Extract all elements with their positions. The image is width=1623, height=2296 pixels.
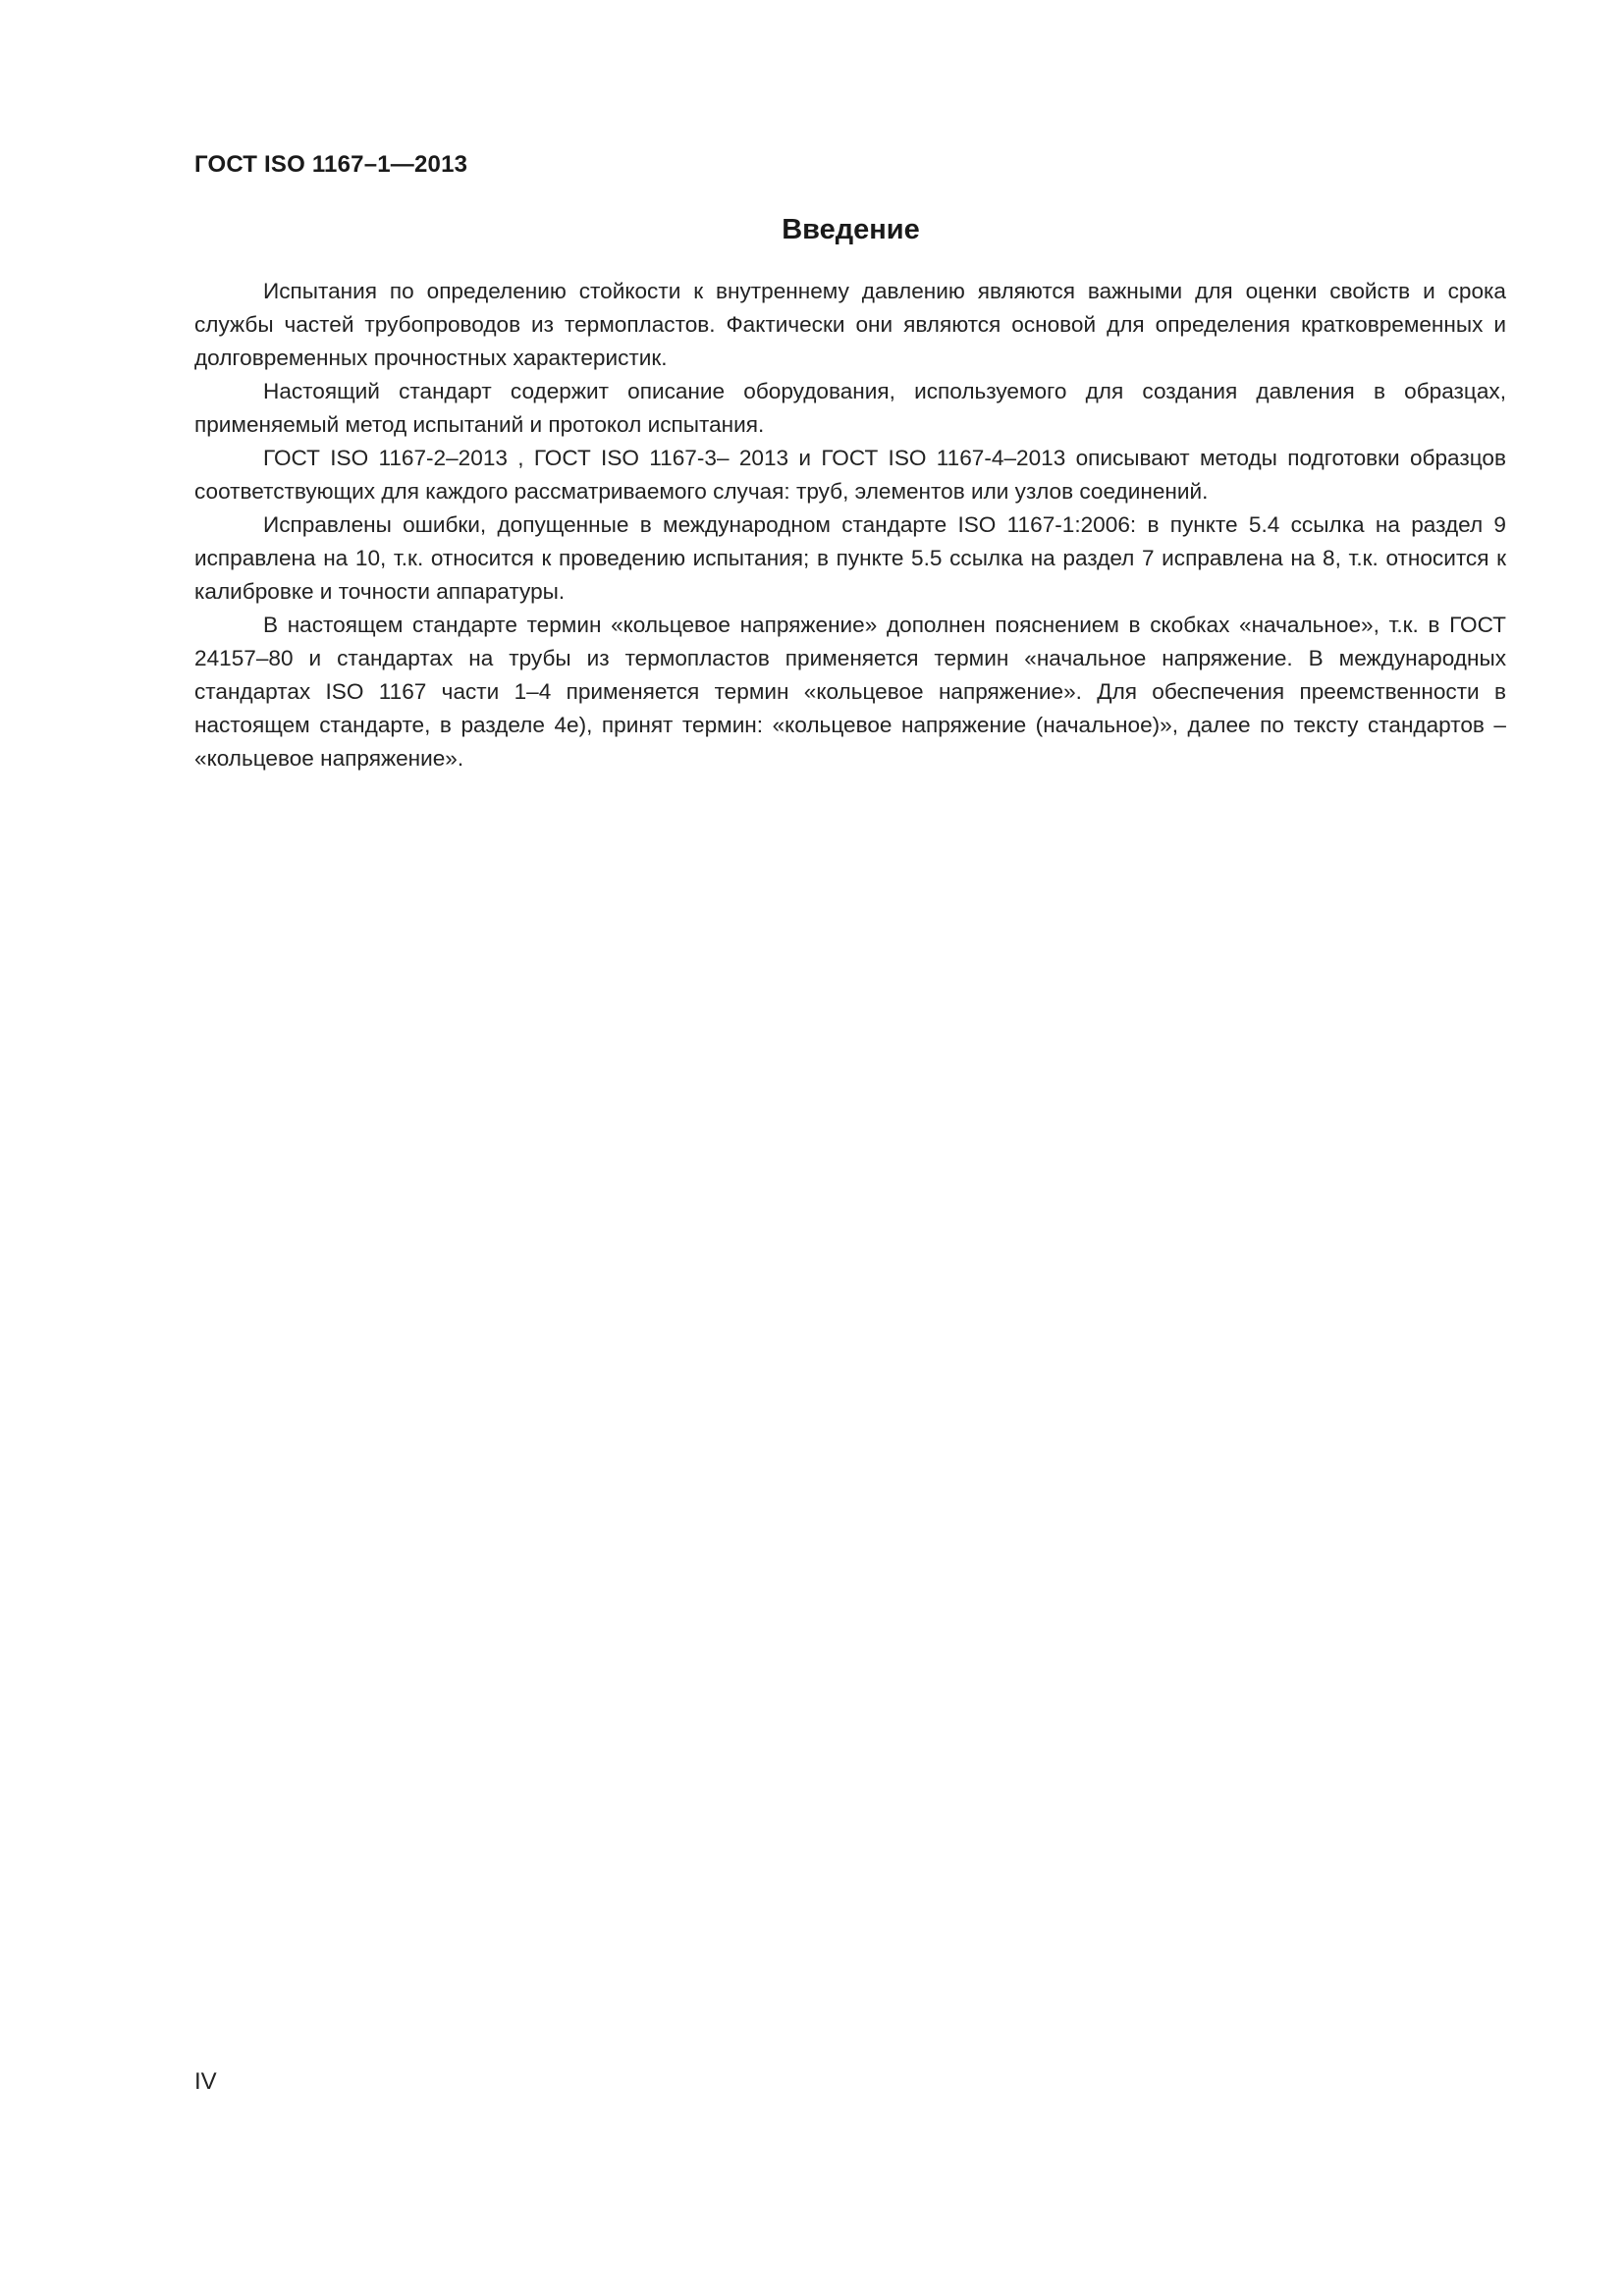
- section-title: Введение: [782, 214, 920, 245]
- section-body: [194, 275, 1506, 775]
- paragraph-5: В настоящем стандарте термин «кольцевое напряжение» дополнен пояснением в скобках «начальное», т.к. в ГОСТ 24157–80 и стандартах на трубы из термопластов применяется термин «начальное напряжение. В международных стандартах ISO 1167 части 1–4 применяется термин «кольцевое напряжение». Для обеспечения преемственности в настоящем стандарте, в разделе 4е), принят термин: «кольцевое напряжение (начальное)», далее по тексту стандартов – «кольцевое напряжение».: [194, 613, 1506, 771]
- page-number: IV: [194, 2068, 217, 2095]
- paragraph-1: Испытания по определению стойкости к внутреннему давлению являются важными для оценки свойств и срока службы частей трубопроводов из термопластов. Фактически они являются основой для определения кратковременных и долговременных прочностных характеристик.: [194, 279, 1506, 370]
- paragraph-3: ГОСТ ISO 1167-2–2013 , ГОСТ ISO 1167-3– 2013 и ГОСТ ISO 1167-4–2013 описывают методы подготовки образцов соответствующих для каждого рассматриваемого случая: труб, элементов или узлов соединений.: [194, 446, 1506, 504]
- document-header-id: ГОСТ ISO 1167–1—2013: [194, 151, 468, 178]
- paragraph-4: Исправлены ошибки, допущенные в международном стандарте ISO 1167-1:2006: в пункте 5.4 ссылка на раздел 9 исправлена на 10, т.к. относится к проведению испытания; в пункте 5.5 ссылка на раздел 7 исправлена на 8, т.к. относится к калибровке и точности аппаратуры.: [194, 512, 1506, 604]
- paragraph-2: Настоящий стандарт содержит описание оборудования, используемого для создания давления в образцах, применяемый метод испытаний и протокол испытания.: [194, 379, 1506, 437]
